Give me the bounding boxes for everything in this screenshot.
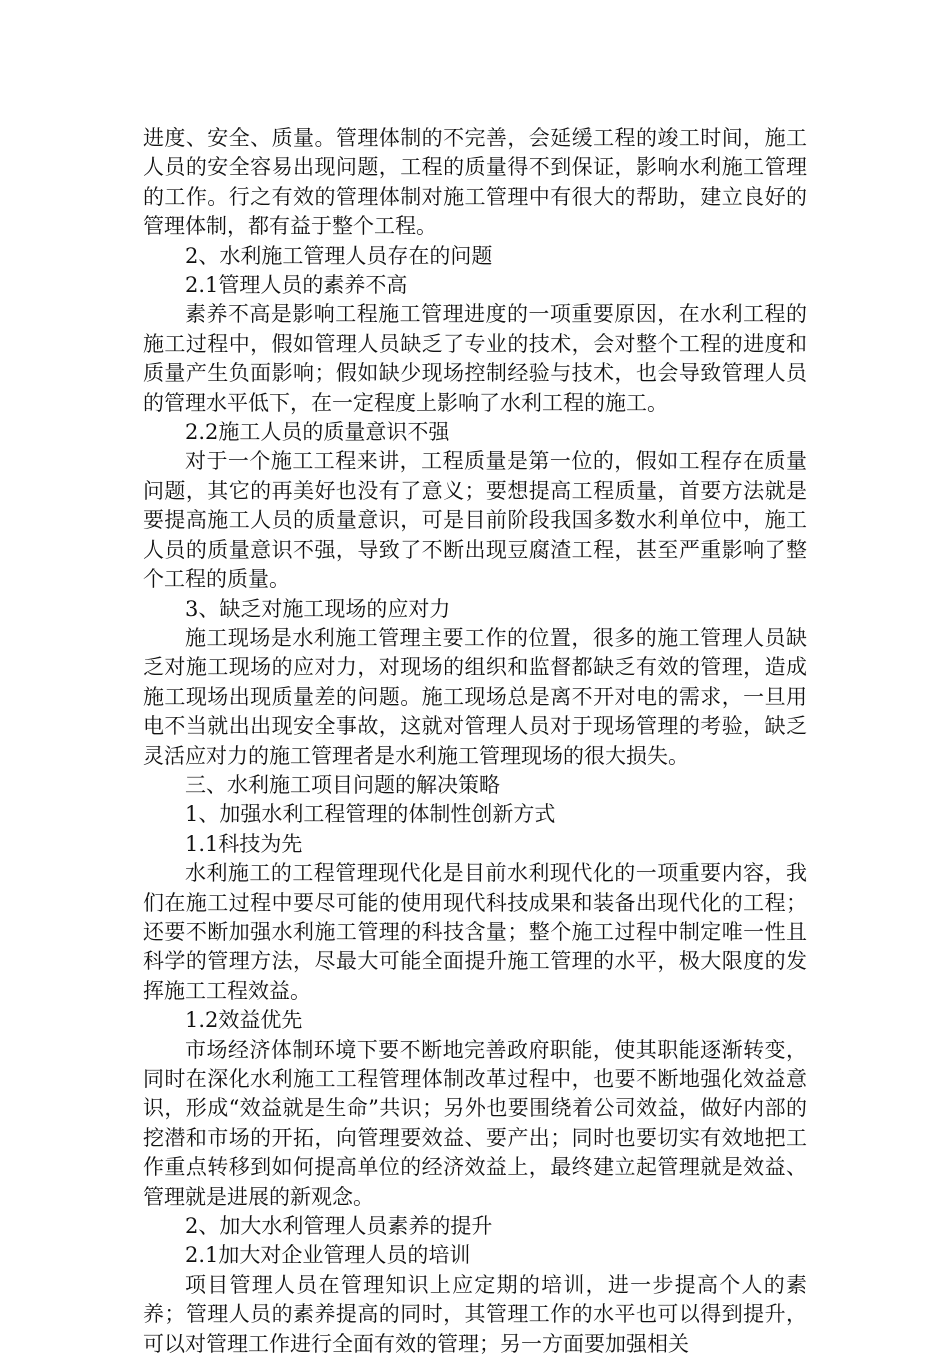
paragraph-4: 素养不高是影响工程施工管理进度的一项重要原因，在水利工程的施工过程中，假如管理人员缺乏了专业的技术，会对整个工程的进度和质量产生负面影响；假如缺少现场控制经验与技术，也会导致管理人员的管理水平低下，在一定程度上影响了水利工程的施工。 — [143, 302, 807, 415]
paragraph-8: 施工现场是水利施工管理主要工作的位置，很多的施工管理人员缺乏对施工现场的应对力，对现场的组织和监督都缺乏有效的管理，造成施工现场出现质量差的问题。施工现场总是离不开对电的需求，一旦用电不当就出出现安全事故，这就对管理人员对于现场管理的考验，缺乏灵活应对力的施工管理者是水利施工管理现场的很大损失。 — [143, 625, 807, 768]
paragraph-6: 对于一个施工工程来讲，工程质量是第一位的，假如工程存在质量问题，其它的再美好也没有了意义；要想提高工程质量，首要方法就是要提高施工人员的质量意识，可是目前阶段我国多数水利单位中，施工人员的质量意识不强，导致了不断出现豆腐渣工程，甚至严重影响了整个工程的质量。 — [143, 449, 807, 592]
paragraph-7: 3、缺乏对施工现场的应对力 — [185, 596, 451, 621]
paragraph-16: 2.1加大对企业管理人员的培训 — [185, 1243, 471, 1268]
paragraph-12: 水利施工的工程管理现代化是目前水利现代化的一项重要内容，我们在施工过程中要尽可能的使用现代科技成果和装备出现代化的工程；还要不断加强水利施工管理的科技含量；整个施工过程中制定唯一性且科学的管理方法，尽最大可能全面提升施工管理的水平，极大限度的发挥施工工程效益。 — [143, 861, 807, 1003]
paragraph-11: 1.1科技为先 — [185, 831, 303, 856]
paragraph-17: 项目管理人员在管理知识上应定期的培训，进一步提高个人的素养；管理人员的素养提高的同时，其管理工作的水平也可以得到提升，可以对管理工作进行全面有效的管理；另一方面要加强相关 — [143, 1272, 807, 1356]
paragraph-2: 2、水利施工管理人员存在的问题 — [185, 243, 493, 268]
paragraph-3: 2.1管理人员的素养不高 — [185, 273, 408, 298]
document-body — [143, 124, 807, 1359]
paragraph-10: 1、加强水利工程管理的体制性创新方式 — [185, 802, 556, 827]
paragraph-14: 市场经济体制环境下要不断地完善政府职能，使其职能逐渐转变，同时在深化水利施工工程管理体制改革过程中，也要不断地强化效益意识，形成“效益就是生命”共识；另外也要围绕着公司效益，做好内部的挖潜和市场的开拓，向管理要效益、要产出；同时也要切实有效地把工作重点转移到如何提高单位的经济效益上，最终建立起管理就是效益、管理就是进展的新观念。 — [143, 1037, 807, 1209]
paragraph-15: 2、加大水利管理人员素养的提升 — [185, 1214, 493, 1239]
paragraph-5: 2.2施工人员的质量意识不强 — [185, 420, 450, 445]
paragraph-1: 进度、安全、质量。管理体制的不完善，会延缓工程的竣工时间，施工人员的安全容易出现问题，工程的质量得不到保证，影响水利施工管理的工作。行之有效的管理体制对施工管理中有很大的帮助，建立良好的管理体制，都有益于整个工程。 — [143, 126, 807, 239]
paragraph-9: 三、水利施工项目问题的解决策略 — [185, 772, 500, 797]
paragraph-13: 1.2效益优先 — [185, 1008, 303, 1033]
